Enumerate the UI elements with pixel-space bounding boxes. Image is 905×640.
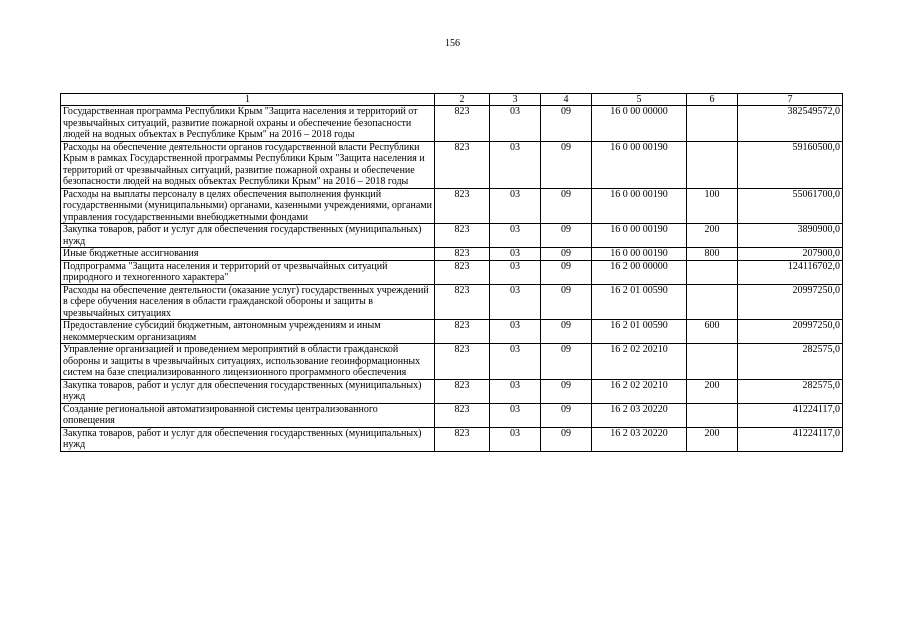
column-header: 5 [592, 94, 687, 106]
row-target-cell: 16 2 02 20210 [592, 344, 687, 380]
row-amount-cell: 20997250,0 [738, 320, 843, 344]
row-amount-cell: 282575,0 [738, 379, 843, 403]
row-type-cell [687, 260, 738, 284]
table-row [61, 260, 843, 284]
row-subsection-cell: 09 [541, 224, 592, 248]
row-type-cell [687, 141, 738, 188]
row-name-cell: Подпрограмма "Защита населения и территорий от чрезвычайных ситуаций природного и техногенного характера" [61, 260, 435, 284]
row-subsection-cell: 09 [541, 141, 592, 188]
row-name-cell: Государственная программа Республики Крым "Защита населения и территорий от чрезвычайных ситуаций, развитие пожарной охраны и обеспечение безопасности людей на водных объектах в Республике Крым" на 2016 – 2018 годы [61, 106, 435, 142]
row-amount-cell: 20997250,0 [738, 284, 843, 320]
table-row [61, 379, 843, 403]
column-header: 7 [738, 94, 843, 106]
row-type-cell [687, 344, 738, 380]
row-section-cell: 03 [490, 427, 541, 451]
row-section-cell: 03 [490, 379, 541, 403]
row-target-cell: 16 2 00 00000 [592, 260, 687, 284]
row-target-cell: 16 2 01 00590 [592, 320, 687, 344]
row-amount-cell: 55061700,0 [738, 188, 843, 224]
row-section-cell: 03 [490, 141, 541, 188]
row-target-cell: 16 2 03 20220 [592, 403, 687, 427]
row-name-cell: Закупка товаров, работ и услуг для обеспечения государственных (муниципальных) нужд [61, 379, 435, 403]
table-row [61, 188, 843, 224]
row-subsection-cell: 09 [541, 320, 592, 344]
row-amount-cell: 124116702,0 [738, 260, 843, 284]
column-header: 6 [687, 94, 738, 106]
row-amount-cell: 282575,0 [738, 344, 843, 380]
row-code-cell: 823 [435, 427, 490, 451]
row-name-cell: Иные бюджетные ассигнования [61, 248, 435, 261]
row-subsection-cell: 09 [541, 427, 592, 451]
table-row [61, 106, 843, 142]
row-section-cell: 03 [490, 344, 541, 380]
row-name-cell: Расходы на выплаты персоналу в целях обеспечения выполнения функций государственными (муниципальными) органами, казенными учреждениями, органами управления государственными внебюджетными фондами [61, 188, 435, 224]
column-header: 4 [541, 94, 592, 106]
row-name-cell: Расходы на обеспечение деятельности (оказание услуг) государственных учреждений в сфере обучения населения в области гражданской обороны и защиты в чрезвычайных ситуациях [61, 284, 435, 320]
row-subsection-cell: 09 [541, 260, 592, 284]
row-target-cell: 16 0 00 00190 [592, 224, 687, 248]
row-type-cell: 200 [687, 379, 738, 403]
table-row [61, 320, 843, 344]
row-amount-cell: 382549572,0 [738, 106, 843, 142]
column-header: 1 [61, 94, 435, 106]
row-section-cell: 03 [490, 188, 541, 224]
header-row [61, 94, 843, 106]
row-subsection-cell: 09 [541, 344, 592, 380]
row-target-cell: 16 2 02 20210 [592, 379, 687, 403]
row-target-cell: 16 2 03 20220 [592, 427, 687, 451]
row-target-cell: 16 2 01 00590 [592, 284, 687, 320]
row-section-cell: 03 [490, 248, 541, 261]
row-section-cell: 03 [490, 284, 541, 320]
row-name-cell: Закупка товаров, работ и услуг для обеспечения государственных (муниципальных) нужд [61, 224, 435, 248]
table-body [61, 106, 843, 452]
row-name-cell: Предоставление субсидий бюджетным, автономным учреждениям и иным некоммерческим организациям [61, 320, 435, 344]
table-row [61, 427, 843, 451]
row-target-cell: 16 0 00 00190 [592, 188, 687, 224]
row-subsection-cell: 09 [541, 284, 592, 320]
page-number: 156 [445, 38, 460, 49]
row-type-cell [687, 403, 738, 427]
row-code-cell: 823 [435, 188, 490, 224]
row-subsection-cell: 09 [541, 403, 592, 427]
row-code-cell: 823 [435, 379, 490, 403]
row-type-cell [687, 284, 738, 320]
table-row [61, 248, 843, 261]
table-row [61, 403, 843, 427]
row-name-cell: Расходы на обеспечение деятельности органов государственной власти Республики Крым в рамках Государственной программы Республики Крым "Защита населения и территорий от чрезвычайных ситуаций, развитие пожарной охраны и обеспечение безопасности людей на водных объектах Республики Крым" на 2016 – 2018 годы [61, 141, 435, 188]
row-code-cell: 823 [435, 224, 490, 248]
row-amount-cell: 41224117,0 [738, 427, 843, 451]
row-code-cell: 823 [435, 403, 490, 427]
row-amount-cell: 41224117,0 [738, 403, 843, 427]
row-code-cell: 823 [435, 248, 490, 261]
row-code-cell: 823 [435, 320, 490, 344]
row-amount-cell: 59160500,0 [738, 141, 843, 188]
table-row [61, 284, 843, 320]
table-row [61, 141, 843, 188]
row-section-cell: 03 [490, 320, 541, 344]
row-code-cell: 823 [435, 141, 490, 188]
row-section-cell: 03 [490, 224, 541, 248]
row-target-cell: 16 0 00 00190 [592, 248, 687, 261]
row-name-cell: Создание региональной автоматизированной системы централизованного оповещения [61, 403, 435, 427]
column-header: 2 [435, 94, 490, 106]
row-target-cell: 16 0 00 00190 [592, 141, 687, 188]
row-name-cell: Закупка товаров, работ и услуг для обеспечения государственных (муниципальных) нужд [61, 427, 435, 451]
row-subsection-cell: 09 [541, 188, 592, 224]
row-amount-cell: 3890900,0 [738, 224, 843, 248]
row-type-cell: 800 [687, 248, 738, 261]
row-target-cell: 16 0 00 00000 [592, 106, 687, 142]
row-subsection-cell: 09 [541, 106, 592, 142]
table-row [61, 344, 843, 380]
row-code-cell: 823 [435, 260, 490, 284]
row-code-cell: 823 [435, 284, 490, 320]
row-code-cell: 823 [435, 106, 490, 142]
row-type-cell: 600 [687, 320, 738, 344]
row-section-cell: 03 [490, 403, 541, 427]
row-section-cell: 03 [490, 260, 541, 284]
row-type-cell [687, 106, 738, 142]
row-code-cell: 823 [435, 344, 490, 380]
budget-table [60, 93, 843, 452]
row-section-cell: 03 [490, 106, 541, 142]
row-type-cell: 100 [687, 188, 738, 224]
row-type-cell: 200 [687, 224, 738, 248]
row-amount-cell: 207900,0 [738, 248, 843, 261]
table-row [61, 224, 843, 248]
column-header: 3 [490, 94, 541, 106]
row-type-cell: 200 [687, 427, 738, 451]
row-name-cell: Управление организацией и проведением мероприятий в области гражданской обороны и защиты в чрезвычайных ситуациях, использование геоинформационных систем на базе специализированного лицензионного программного обеспечения [61, 344, 435, 380]
row-subsection-cell: 09 [541, 248, 592, 261]
row-subsection-cell: 09 [541, 379, 592, 403]
